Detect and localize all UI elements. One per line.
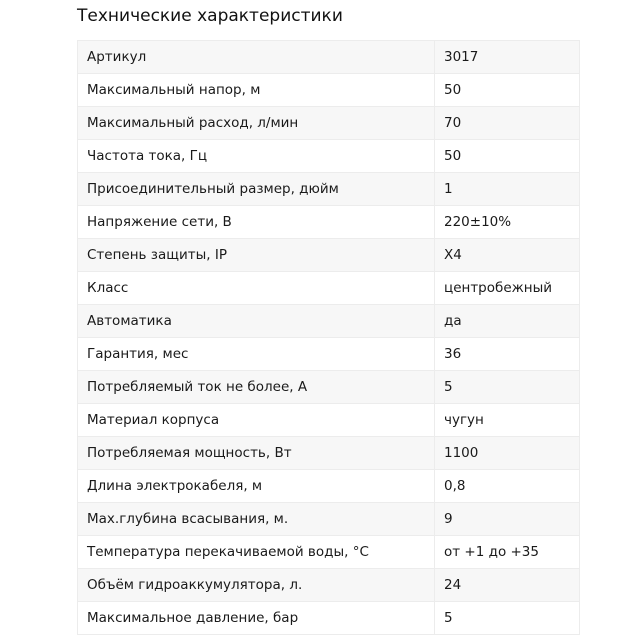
- spec-value: 1100: [435, 437, 580, 470]
- spec-value: 9: [435, 503, 580, 536]
- spec-row-max-flow: [78, 107, 580, 140]
- spec-row-warranty: [78, 338, 580, 371]
- spec-name: Материал корпуса: [78, 404, 435, 437]
- spec-row-power: [78, 437, 580, 470]
- spec-value: 5: [435, 371, 580, 404]
- spec-name: Напряжение сети, В: [78, 206, 435, 239]
- spec-row-max-pressure: [78, 602, 580, 635]
- spec-value: центробежный: [435, 272, 580, 305]
- spec-name: Температура перекачиваемой воды, °С: [78, 536, 435, 569]
- spec-value: 5: [435, 602, 580, 635]
- spec-name: Степень защиты, IP: [78, 239, 435, 272]
- spec-row-cable-length: [78, 470, 580, 503]
- spec-name: Потребляемая мощность, Вт: [78, 437, 435, 470]
- spec-name: Потребляемый ток не более, А: [78, 371, 435, 404]
- spec-row-protection: [78, 239, 580, 272]
- spec-name: Максимальное давление, бар: [78, 602, 435, 635]
- spec-value: 50: [435, 140, 580, 173]
- spec-name: Длина электрокабеля, м: [78, 470, 435, 503]
- spec-name: Частота тока, Гц: [78, 140, 435, 173]
- spec-row-suction-depth: [78, 503, 580, 536]
- spec-row-connection-size: [78, 173, 580, 206]
- spec-name: Максимальный напор, м: [78, 74, 435, 107]
- specs-table: [77, 40, 580, 635]
- spec-value: да: [435, 305, 580, 338]
- spec-row-frequency: [78, 140, 580, 173]
- spec-name: Максимальный расход, л/мин: [78, 107, 435, 140]
- spec-value: X4: [435, 239, 580, 272]
- spec-name: Класс: [78, 272, 435, 305]
- spec-name: Автоматика: [78, 305, 435, 338]
- spec-row-tank-volume: [78, 569, 580, 602]
- spec-value: 220±10%: [435, 206, 580, 239]
- spec-row-max-head: [78, 74, 580, 107]
- spec-value: 1: [435, 173, 580, 206]
- spec-name: Присоединительный размер, дюйм: [78, 173, 435, 206]
- spec-row-body-material: [78, 404, 580, 437]
- spec-value: чугун: [435, 404, 580, 437]
- spec-value: 3017: [435, 41, 580, 74]
- spec-name: Max.глубина всасывания, м.: [78, 503, 435, 536]
- specs-title: Технические характеристики: [77, 6, 343, 26]
- spec-value: 24: [435, 569, 580, 602]
- spec-row-voltage: [78, 206, 580, 239]
- spec-name: Объём гидроаккумулятора, л.: [78, 569, 435, 602]
- spec-value: 0,8: [435, 470, 580, 503]
- spec-row-article: [78, 41, 580, 74]
- spec-value: 36: [435, 338, 580, 371]
- spec-value: от +1 до +35: [435, 536, 580, 569]
- spec-value: 50: [435, 74, 580, 107]
- spec-row-class: [78, 272, 580, 305]
- spec-row-current: [78, 371, 580, 404]
- spec-row-water-temperature: [78, 536, 580, 569]
- spec-value: 70: [435, 107, 580, 140]
- spec-name: Артикул: [78, 41, 435, 74]
- spec-name: Гарантия, мес: [78, 338, 435, 371]
- spec-row-automation: [78, 305, 580, 338]
